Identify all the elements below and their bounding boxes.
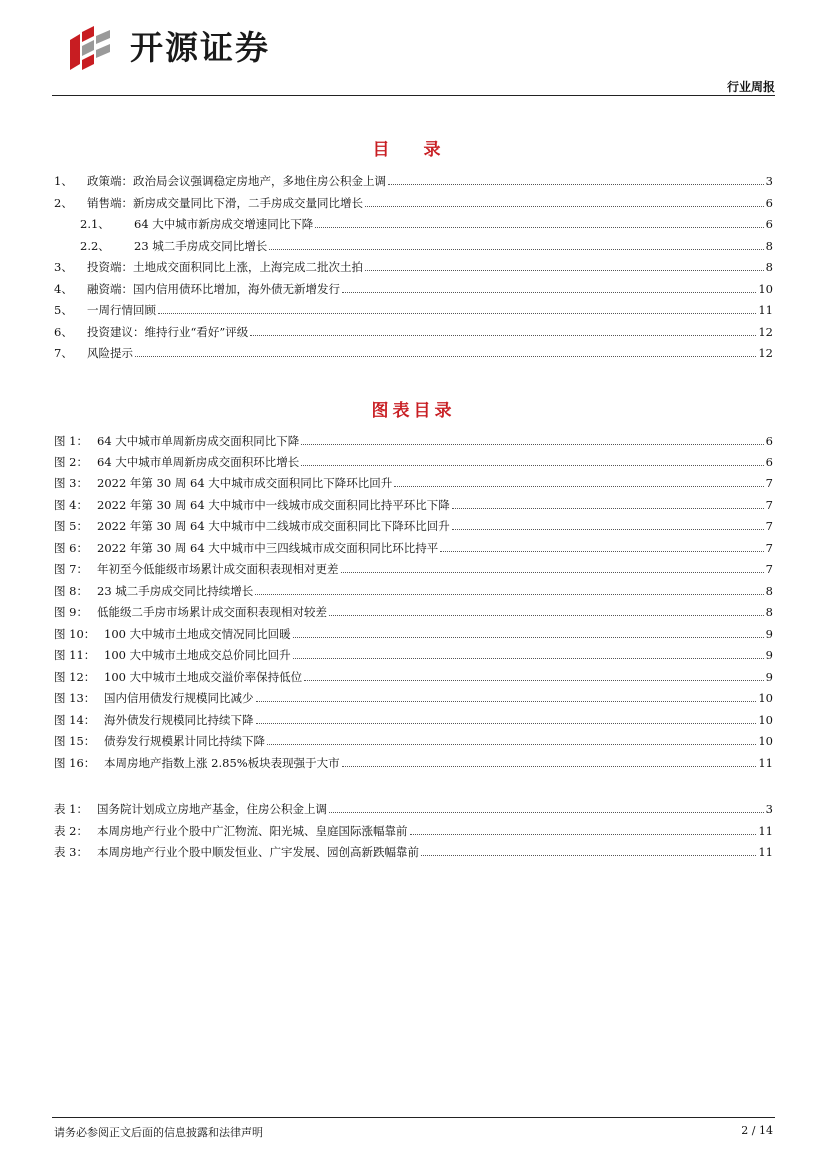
toc-item-page: 10 xyxy=(758,282,773,296)
toc-item-number: 1、 xyxy=(54,174,73,188)
table-page: 3 xyxy=(765,802,773,816)
logo-mark-icon xyxy=(66,24,122,70)
figure-number: 图 5： xyxy=(54,519,88,533)
toc-item-page: 12 xyxy=(758,346,773,360)
table-caption: 国务院计划成立房地产基金，住房公积金上调 xyxy=(97,802,327,816)
toc-item-page: 12 xyxy=(758,325,773,339)
leader-dots xyxy=(267,744,756,745)
figure-page: 7 xyxy=(765,519,773,533)
figure-list-item[interactable] xyxy=(54,451,773,469)
figure-list-item[interactable] xyxy=(54,709,773,727)
leader-dots xyxy=(158,313,756,314)
figure-page: 11 xyxy=(758,756,773,770)
leader-dots xyxy=(388,184,764,185)
figure-list-item[interactable] xyxy=(54,687,773,705)
leader-dots xyxy=(365,206,764,207)
figure-page: 10 xyxy=(758,691,773,705)
toc-item[interactable] xyxy=(54,321,773,339)
leader-dots xyxy=(301,444,763,445)
figure-number: 图 9： xyxy=(54,605,88,619)
figure-number: 图 6： xyxy=(54,541,88,555)
leader-dots xyxy=(342,292,756,293)
figure-list-item[interactable] xyxy=(54,472,773,490)
figure-number: 图 14： xyxy=(54,713,96,727)
figure-list-item[interactable] xyxy=(54,537,773,555)
figure-caption: 2022 年第 30 周 64 大中城市中二线城市成交面积同比下降环比回升 xyxy=(97,519,450,533)
figure-page: 7 xyxy=(765,498,773,512)
figure-list-item[interactable] xyxy=(54,430,773,448)
figure-list-item[interactable] xyxy=(54,515,773,533)
toc-subitem[interactable] xyxy=(80,213,773,231)
figure-caption: 海外债发行规模同比持续下降 xyxy=(104,713,254,727)
toc-item-text: 23 城二手房成交同比增长 xyxy=(134,239,268,253)
logo-text: 开源证券 xyxy=(130,27,270,67)
toc-item-number: 6、 xyxy=(54,325,73,339)
figure-number: 图 16： xyxy=(54,756,96,770)
figure-caption: 100 大中城市土地成交溢价率保持低位 xyxy=(104,670,303,684)
figure-page: 6 xyxy=(765,455,773,469)
toc-item[interactable] xyxy=(54,299,773,317)
toc-item-page: 3 xyxy=(765,174,773,188)
toc-item-text: 投资建议：维持行业“看好”评级 xyxy=(87,325,249,339)
table-list-item[interactable] xyxy=(54,841,773,859)
leader-dots xyxy=(365,270,764,271)
figure-page: 8 xyxy=(765,605,773,619)
toc-subitem[interactable] xyxy=(80,235,773,253)
toc-item[interactable] xyxy=(54,170,773,188)
figure-caption: 国内信用债发行规模同比减少 xyxy=(104,691,254,705)
table-number: 表 2： xyxy=(54,824,88,838)
figure-page: 9 xyxy=(765,627,773,641)
table-page: 11 xyxy=(758,845,773,859)
figure-number: 图 3： xyxy=(54,476,88,490)
header-divider xyxy=(52,95,775,96)
toc-item-number: 2.2、 xyxy=(80,239,110,253)
table-list-item[interactable] xyxy=(54,798,773,816)
toc-item[interactable] xyxy=(54,256,773,274)
figure-caption: 64 大中城市单周新房成交面积环比增长 xyxy=(97,455,300,469)
table-number: 表 3： xyxy=(54,845,88,859)
figure-number: 图 10： xyxy=(54,627,96,641)
leader-dots xyxy=(256,701,757,702)
toc-item[interactable] xyxy=(54,192,773,210)
figure-number: 图 8： xyxy=(54,584,88,598)
toc-item-text: 64 大中城市新房成交增速同比下降 xyxy=(134,217,314,231)
figure-page: 7 xyxy=(765,541,773,555)
leader-dots xyxy=(301,465,763,466)
leader-dots xyxy=(421,855,756,856)
figure-list-item[interactable] xyxy=(54,666,773,684)
figure-page: 9 xyxy=(765,670,773,684)
toc-item-text: 政策端：政治局会议强调稳定房地产，多地住房公积金上调 xyxy=(87,174,386,188)
leader-dots xyxy=(341,572,764,573)
figure-list-item[interactable] xyxy=(54,730,773,748)
figure-caption: 2022 年第 30 周 64 大中城市中三四线城市成交面积同比环比持平 xyxy=(97,541,439,555)
toc-item-text: 融资端：国内信用债环比增加，海外债无新增发行 xyxy=(87,282,340,296)
figure-number: 图 1： xyxy=(54,434,88,448)
figure-list-item[interactable] xyxy=(54,752,773,770)
figure-caption: 年初至今低能级市场累计成交面积表现相对更差 xyxy=(97,562,339,576)
figure-page: 10 xyxy=(758,734,773,748)
toc-item-number: 2.1、 xyxy=(80,217,110,231)
toc-item-text: 销售端：新房成交量同比下滑，二手房成交量同比增长 xyxy=(87,196,363,210)
figure-page: 9 xyxy=(765,648,773,662)
toc-item-page: 8 xyxy=(765,239,773,253)
figure-number: 图 13： xyxy=(54,691,96,705)
figure-list-item[interactable] xyxy=(54,580,773,598)
figure-caption: 低能级二手房市场累计成交面积表现相对较差 xyxy=(97,605,327,619)
figure-number: 图 7： xyxy=(54,562,88,576)
figure-page: 7 xyxy=(765,476,773,490)
table-number: 表 1： xyxy=(54,802,88,816)
figure-list-title: 图表目录 xyxy=(371,401,456,421)
figure-caption: 2022 年第 30 周 64 大中城市中一线城市成交面积同比持平环比下降 xyxy=(97,498,450,512)
toc-item-number: 3、 xyxy=(54,260,73,274)
leader-dots xyxy=(135,356,756,357)
toc-item-page: 8 xyxy=(765,260,773,274)
figure-number: 图 15： xyxy=(54,734,96,748)
footer-disclaimer: 请务必参阅正文后面的信息披露和法律声明 xyxy=(54,1126,263,1139)
page-number: 2 / 14 xyxy=(741,1124,773,1137)
figure-number: 图 11： xyxy=(54,648,96,662)
toc-item[interactable] xyxy=(54,278,773,296)
report-type: 行业周报 xyxy=(726,80,775,94)
leader-dots xyxy=(452,508,764,509)
toc-item-page: 11 xyxy=(758,303,773,317)
toc-item-number: 4、 xyxy=(54,282,73,296)
leader-dots xyxy=(269,249,763,250)
figure-number: 图 2： xyxy=(54,455,88,469)
toc-item[interactable] xyxy=(54,342,773,360)
figure-page: 6 xyxy=(765,434,773,448)
leader-dots xyxy=(293,637,764,638)
figure-caption: 100 大中城市土地成交情况同比回暖 xyxy=(104,627,291,641)
toc-item-page: 6 xyxy=(765,217,773,231)
toc-item-text: 一周行情回顾 xyxy=(87,303,156,317)
leader-dots xyxy=(304,680,764,681)
figure-list-item[interactable] xyxy=(54,558,773,576)
figure-list-item[interactable] xyxy=(54,623,773,641)
leader-dots xyxy=(256,723,757,724)
figure-caption: 本周房地产指数上涨 2.85%板块表现强于大市 xyxy=(104,756,340,770)
leader-dots xyxy=(329,615,764,616)
figure-caption: 23 城二手房成交同比持续增长 xyxy=(97,584,254,598)
figure-list-item[interactable] xyxy=(54,601,773,619)
footer-divider xyxy=(52,1117,775,1118)
leader-dots xyxy=(250,335,756,336)
table-caption: 本周房地产行业个股中广汇物流、阳光城、皇庭国际涨幅靠前 xyxy=(97,824,408,838)
figure-page: 7 xyxy=(765,562,773,576)
leader-dots xyxy=(329,812,764,813)
figure-caption: 64 大中城市单周新房成交面积同比下降 xyxy=(97,434,300,448)
toc-item-number: 5、 xyxy=(54,303,73,317)
toc-item-page: 6 xyxy=(765,196,773,210)
toc-item-number: 7、 xyxy=(54,346,73,360)
toc-item-number: 2、 xyxy=(54,196,73,210)
leader-dots xyxy=(315,227,763,228)
figure-number: 图 4： xyxy=(54,498,88,512)
leader-dots xyxy=(452,529,764,530)
company-logo xyxy=(66,24,270,70)
toc-title: 目 录 xyxy=(372,140,455,160)
table-list-item[interactable] xyxy=(54,820,773,838)
figure-list-item[interactable] xyxy=(54,644,773,662)
toc-item-text: 风险提示 xyxy=(87,346,133,360)
figure-caption: 2022 年第 30 周 64 大中城市成交面积同比下降环比回升 xyxy=(97,476,393,490)
figure-number: 图 12： xyxy=(54,670,96,684)
figure-caption: 债券发行规模累计同比持续下降 xyxy=(104,734,265,748)
table-caption: 本周房地产行业个股中顺发恒业、广宇发展、园创高新跌幅靠前 xyxy=(97,845,419,859)
leader-dots xyxy=(342,766,757,767)
figure-caption: 100 大中城市土地成交总价同比回升 xyxy=(104,648,291,662)
leader-dots xyxy=(410,834,757,835)
table-page: 11 xyxy=(758,824,773,838)
figure-list-item[interactable] xyxy=(54,494,773,512)
figure-page: 8 xyxy=(765,584,773,598)
figure-page: 10 xyxy=(758,713,773,727)
leader-dots xyxy=(293,658,764,659)
leader-dots xyxy=(255,594,763,595)
leader-dots xyxy=(440,551,763,552)
leader-dots xyxy=(394,486,763,487)
toc-item-text: 投资端：土地成交面积同比上涨，上海完成二批次土拍 xyxy=(87,260,363,274)
